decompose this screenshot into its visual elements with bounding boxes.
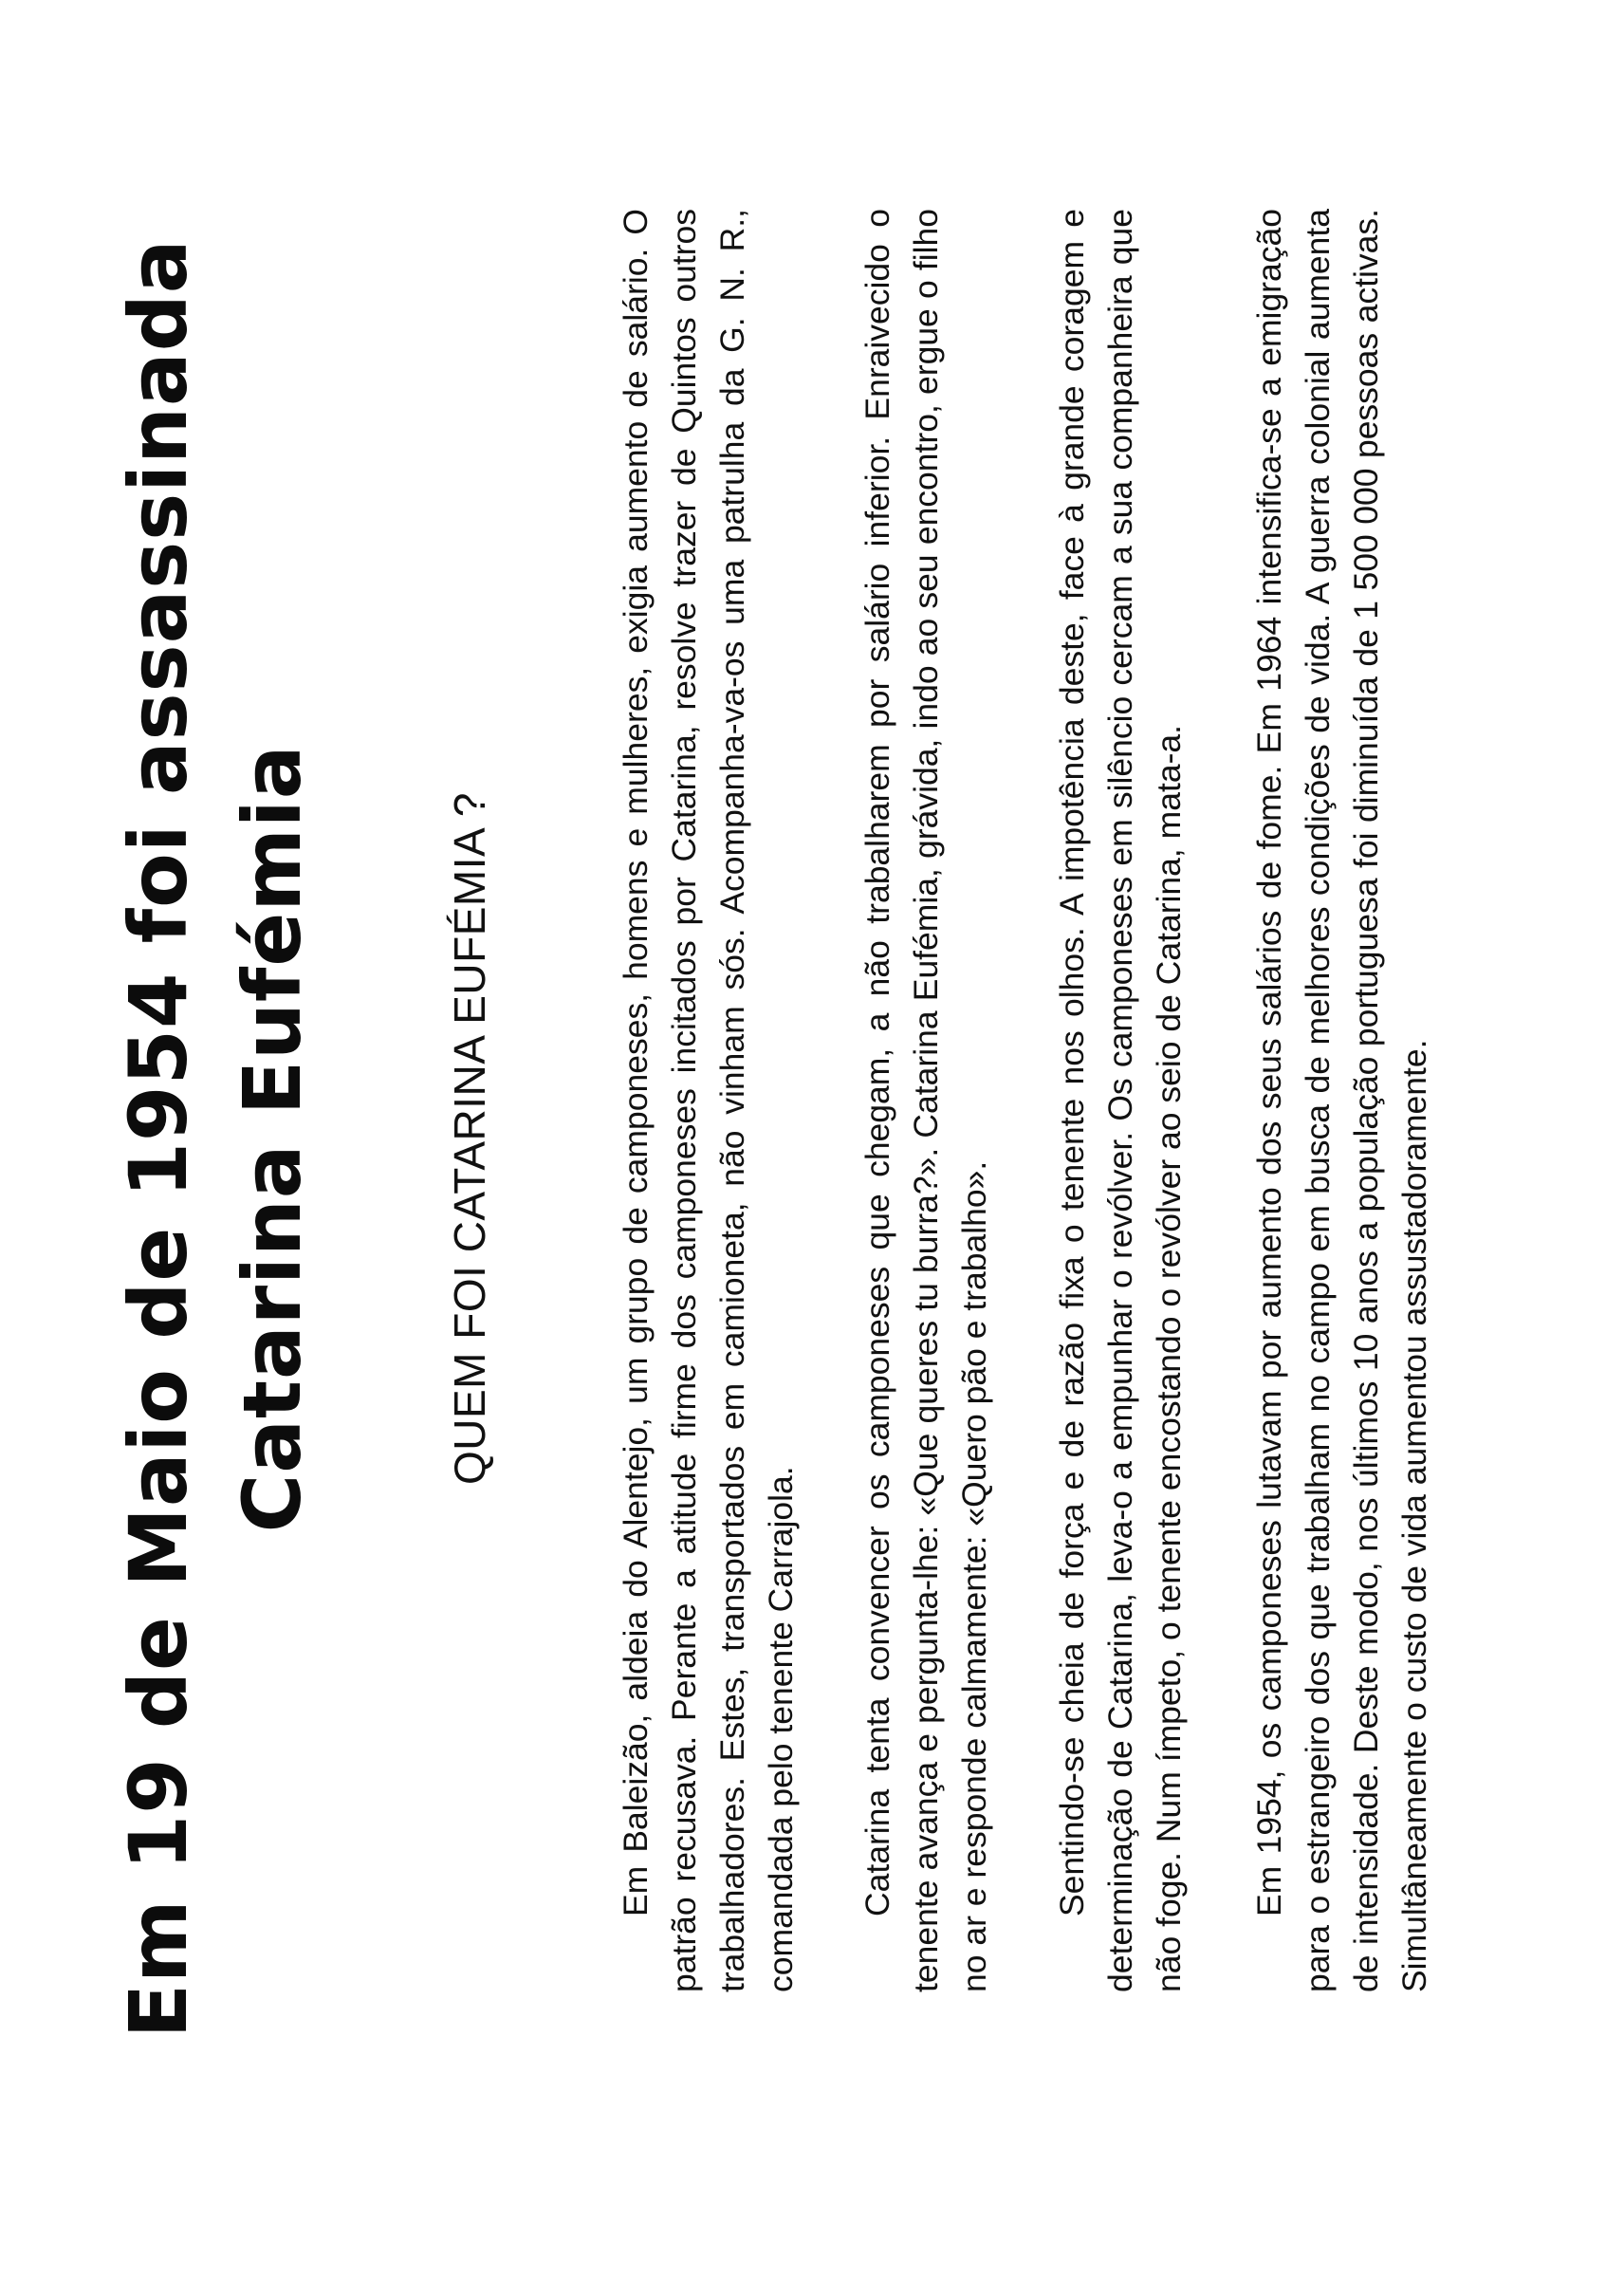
headline-line-1: Em 19 de Maio de 1954 foi assassinada — [112, 238, 205, 2039]
paragraph-baleizao: Em Baleizão, aldeia do Alentejo, um grupo de camponeses, homens e mulheres, exigia aumento de salário. O patrão recusava. Perante a atitude firme dos camponeses incitados por Catarina, resolve trazer de Quintos outros trabalhadores. Estes, transportados em camioneta, não vinham sós. Acompanha-va-os uma patrulha da G. N. R., comandada pelo tenente Carrajola. — [617, 209, 800, 1992]
paragraph-catarina: Catarina tenta convencer os camponeses que chegam, a não trabalharem por salário inferior. Enraivecido o tenente avança e pergunta-lhe: «Que queres tu burra?». Catarina Eufémia, grávida, indo ao seu encontro, ergue o filho no ar e responde calmamente: «Quero pão e trabalho». — [858, 209, 993, 1992]
paragraph-1954: Em 1954, os camponeses lutavam por aumento dos seus salários de fome. Em 1964 intensifica-se a emigração para o estrangeiro dos que trabalham no campo em busca de melhores condições de vida. A guerra colonial aumenta de intensidade. Deste modo, nos últimos 10 anos a população portuguesa foi diminuída de 1 500 000 pessoas activas. Simultâneamente o custo de vida aumentou assustadoramente. — [1250, 209, 1433, 1992]
headline-line-2: Catarina Eufémia — [226, 744, 319, 1533]
paragraph-tenente: Sentindo-se cheia de força e de razão fixa o tenente nos olhos. A impotência deste, face à grande coragem e determinação de Catarina, leva-o a empunhar o revólver. Os camponeses em silêncio cercam a sua companheira que não foge. Num ímpeto, o tenente encostando o revólver ao seio de Catarina, mata-a. — [1053, 209, 1188, 1992]
subheading: QUEM FOI CATARINA EUFÉMIA ? — [445, 792, 494, 1486]
